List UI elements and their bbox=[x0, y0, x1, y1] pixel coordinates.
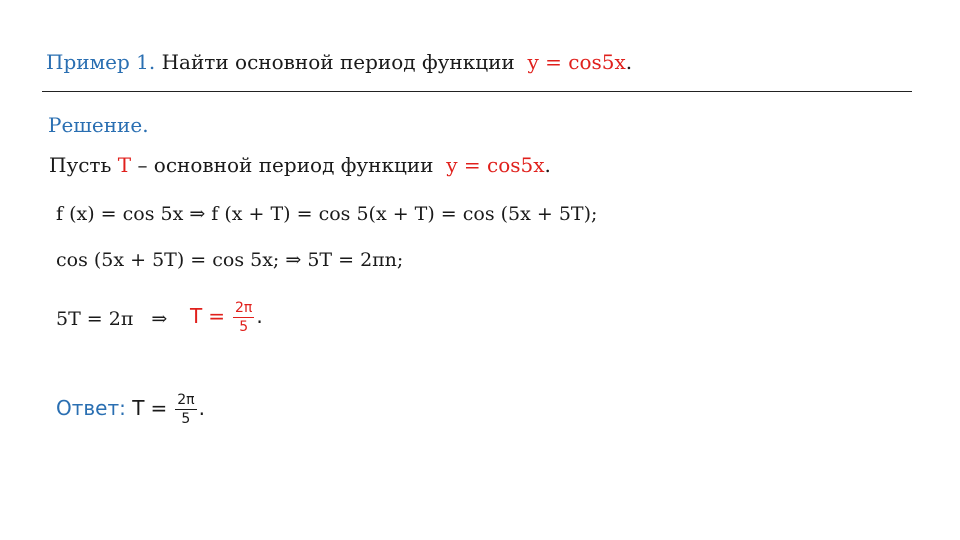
divider-line bbox=[42, 91, 912, 92]
problem-title bbox=[46, 50, 632, 74]
let-function: y = cos5x bbox=[446, 153, 545, 177]
equation-3-result bbox=[190, 300, 263, 335]
implies-arrow: ⇒ bbox=[151, 308, 168, 330]
let-period: . bbox=[544, 153, 551, 177]
answer-denominator: 5 bbox=[181, 411, 191, 427]
let-variable: T bbox=[117, 153, 132, 177]
example-label: Пример 1. bbox=[46, 50, 156, 74]
answer-fraction bbox=[175, 392, 196, 427]
result-numerator: 2π bbox=[234, 300, 253, 316]
equation-3-left: 5T = 2π bbox=[56, 308, 134, 330]
solution-heading: Решение. bbox=[48, 113, 149, 137]
answer-label: Ответ: bbox=[56, 396, 126, 420]
let-statement bbox=[49, 153, 551, 177]
answer-line bbox=[56, 392, 205, 427]
title-period: . bbox=[625, 50, 633, 74]
result-fraction bbox=[233, 300, 254, 335]
result-denominator: 5 bbox=[239, 319, 249, 335]
answer-numerator: 2π bbox=[177, 392, 195, 408]
function-expression: y = cos5x bbox=[527, 50, 626, 74]
task-text: Найти основной период функции bbox=[161, 50, 515, 74]
equation-line-3 bbox=[56, 308, 179, 330]
equation-line-1: f (x) = cos 5x ⇒ f (x + T) = cos 5(x + T) = cos (5x + 5T); bbox=[56, 203, 598, 225]
equation-line-2: cos (5x + 5T) = cos 5x; ⇒ 5T = 2πn; bbox=[56, 249, 404, 271]
answer-equals: = bbox=[150, 396, 168, 420]
answer-period: . bbox=[198, 396, 205, 420]
result-period: . bbox=[256, 304, 263, 328]
result-equals: = bbox=[208, 304, 225, 328]
let-prefix: Пусть bbox=[49, 153, 112, 177]
answer-variable: T bbox=[132, 396, 145, 420]
let-text: – основной период функции bbox=[137, 153, 434, 177]
result-variable: T bbox=[190, 304, 203, 328]
